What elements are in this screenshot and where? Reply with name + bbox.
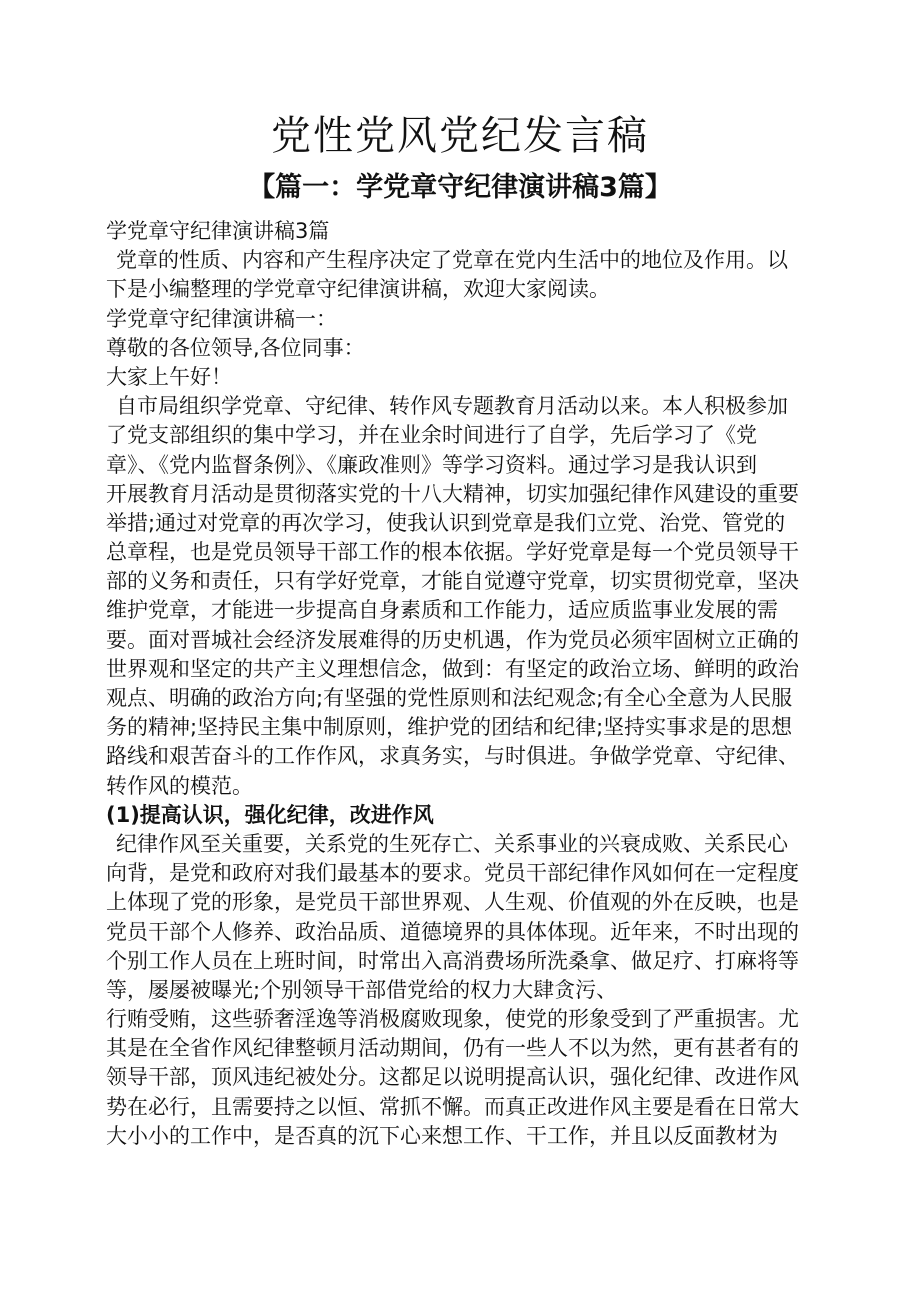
body-line: 维护党章，才能进一步提高自身素质和工作能力，适应质监事业发展的需 xyxy=(106,598,778,623)
body-line: 学党章守纪律演讲稿一： xyxy=(106,306,337,331)
document-subtitle: 【篇一：学党章守纪律演讲稿3篇】 xyxy=(248,172,672,203)
body-line: 观点、明确的政治方向;有坚强的党性原则和法纪观念;有全心全意为人民服 xyxy=(106,686,793,710)
body-line: 举措;通过对党章的再次学习，使我认识到党章是我们立党、治党、管党的 xyxy=(106,510,786,535)
body-line: 自市局组织学党章、守纪律、转作风专题教育月活动以来。本人积极参加 xyxy=(116,394,788,419)
body-line: 向背，是党和政府对我们最基本的要求。党员干部纪律作风如何在一定程度 xyxy=(106,861,799,886)
body-line: 要。面对晋城社会经济发展难得的历史机遇，作为党员必须牢固树立正确的 xyxy=(106,627,799,652)
document-body xyxy=(106,217,822,1151)
body-line: 世界观和坚定的共产主义理想信念，做到：有坚定的政治立场、鲜明的政治 xyxy=(106,656,799,681)
document-title: 党性党风党纪发言稿 xyxy=(271,113,649,159)
body-line: 个别工作人员在上班时间，时常出入高消费场所洗桑拿、做足疗、打麻将等 xyxy=(106,948,799,973)
body-line: 党章的性质、内容和产生程序决定了党章在党内生活中的地位及作用。以 xyxy=(116,248,788,273)
body-line: 尊敬的各位领导,各位同事： xyxy=(106,335,365,360)
body-line: 势在必行，且需要持之以恒、常抓不懈。而真正改进作风主要是看在日常大 xyxy=(106,1094,799,1119)
body-line: 总章程，也是党员领导干部工作的根本依据。学好党章是每一个党员领导干 xyxy=(106,540,799,565)
body-line: 领导干部，顶风违纪被处分。这都足以说明提高认识，强化纪律、改进作风 xyxy=(106,1065,799,1090)
body-line: 行贿受贿，这些骄奢淫逸等消极腐败现象，使党的形象受到了严重损害。尤 xyxy=(106,1007,799,1032)
section-heading: (1)提高认识，强化纪律，改进作风 xyxy=(106,802,434,827)
body-line: 等，屡屡被曝光;个别领导干部借党给的权力大肆贪污、 xyxy=(106,977,618,1002)
body-line: 转作风的模范。 xyxy=(106,773,253,798)
body-line: 上体现了党的形象，是党员干部世界观、人生观、价值观的外在反映，也是 xyxy=(106,890,799,915)
body-line: 部的义务和责任，只有学好党章，才能自觉遵守党章，切实贯彻党章，坚决 xyxy=(106,569,799,594)
body-line: 其是在全省作风纪律整顿月活动期间，仍有一些人不以为然，更有甚者有的 xyxy=(106,1036,799,1061)
body-line: 开展教育月活动是贯彻落实党的十八大精神，切实加强纪律作风建设的重要 xyxy=(106,481,799,506)
body-line: 纪律作风至关重要，关系党的生死存亡、关系事业的兴衰成败、关系民心 xyxy=(116,831,788,856)
body-line: 大小小的工作中，是否真的沉下心来想工作、干工作，并且以反面教材为 xyxy=(106,1123,778,1148)
body-line: 大家上午好！ xyxy=(106,364,232,389)
body-line: 党员干部个人修养、政治品质、道德境界的具体体现。近年来，不时出现的 xyxy=(106,919,799,944)
body-line: 学党章守纪律演讲稿3篇 xyxy=(106,219,330,243)
body-line: 下是小编整理的学党章守纪律演讲稿，欢迎大家阅读。 xyxy=(106,277,610,302)
body-line: 章》、《党内监督条例》、《廉政准则》等学习资料。通过学习是我认识到 xyxy=(106,452,757,477)
body-line: 路线和艰苦奋斗的工作作风，求真务实，与时俱进。争做学党章、守纪律、 xyxy=(106,744,799,769)
body-line: 了党支部组织的集中学习，并在业余时间进行了自学，先后学习了《党 xyxy=(106,423,757,448)
body-line: 务的精神;坚持民主集中制原则，维护党的团结和纪律;坚持实事求是的思想 xyxy=(106,715,793,740)
